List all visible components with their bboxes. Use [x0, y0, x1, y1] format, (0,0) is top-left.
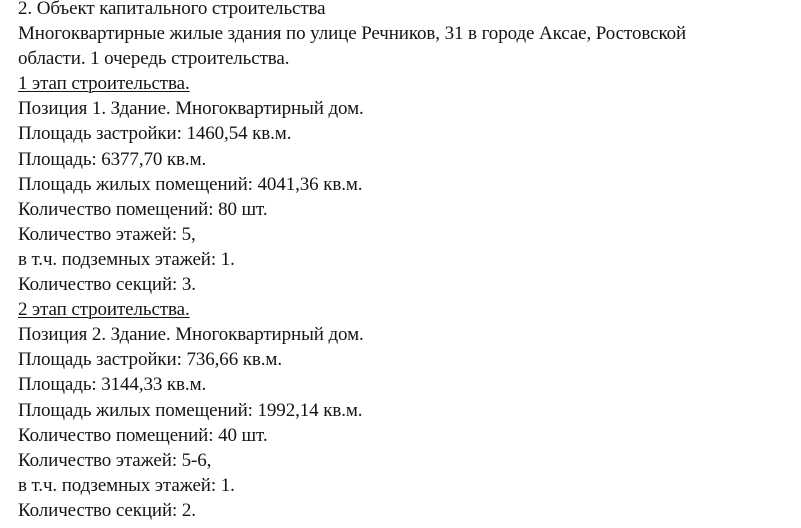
stage-2-heading: 2 этап строительства. [18, 299, 190, 321]
stage-2-sections-count: Количество секций: 2. [18, 499, 196, 521]
stage-1-rooms-count: Количество помещений: 80 шт. [18, 198, 268, 220]
stage-2-position: Позиция 2. Здание. Многоквартирный дом. [18, 324, 364, 346]
stage-1-floors-count: Количество этажей: 5, [18, 223, 196, 245]
stage-2-block [18, 297, 801, 523]
stage-2-rooms-count: Количество помещений: 40 шт. [18, 424, 268, 446]
document-page [18, 0, 801, 523]
stage-1-underground-floors: в т.ч. подземных этажей: 1. [18, 248, 235, 270]
stage-1-heading: 1 этап строительства. [18, 73, 190, 95]
stage-1-built-up-area: Площадь застройки: 1460,54 кв.м. [18, 123, 292, 145]
stage-2-floors-count: Количество этажей: 5-6, [18, 449, 212, 471]
stage-2-living-area: Площадь жилых помещений: 1992,14 кв.м. [18, 399, 363, 421]
object-description-line-1: Многоквартирные жилые здания по улице Речников, 31 в городе Аксае, Ростовской [18, 23, 687, 45]
stage-2-built-up-area: Площадь застройки: 736,66 кв.м. [18, 349, 282, 371]
stage-1-position: Позиция 1. Здание. Многоквартирный дом. [18, 98, 364, 120]
object-heading: 2. Объект капитального строительства [18, 0, 326, 19]
stage-1-sections-count: Количество секций: 3. [18, 274, 196, 296]
stage-2-underground-floors: в т.ч. подземных этажей: 1. [18, 474, 235, 496]
stage-1-area: Площадь: 6377,70 кв.м. [18, 148, 207, 170]
stage-1-block [18, 71, 801, 297]
stage-2-area: Площадь: 3144,33 кв.м. [18, 374, 207, 396]
stage-1-living-area: Площадь жилых помещений: 4041,36 кв.м. [18, 173, 363, 195]
object-description-line-2: области. 1 очередь строительства. [18, 48, 290, 70]
